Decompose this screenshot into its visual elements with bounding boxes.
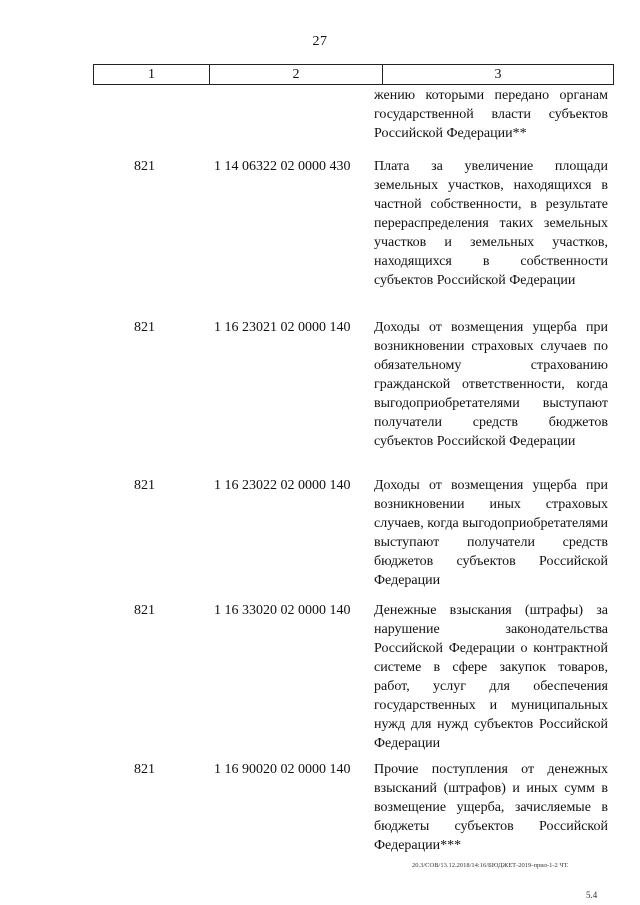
document-footer-meta: 20.3/СОВ/13.12.2018/14:16/БЮДЖЕТ-2019-прил-1-2 ЧТ. — [412, 862, 569, 869]
admin-code: 821 — [134, 159, 155, 174]
income-description: Доходы от возмещения ущерба при возникновении иных страховых случаев, когда выгодоприобретателями выступают получатели средств бюджетов субъектов Российской Федерации — [374, 478, 608, 588]
income-description: Плата за увеличение площади земельных участков, находящихся в частной собственности, в результате перераспределения таких земельных участков и земельных участков, находящихся в собственности субъектов Российской Федерации — [374, 159, 608, 288]
admin-code: 821 — [134, 603, 155, 618]
income-description: Денежные взыскания (штрафы) за нарушение законодательства Российской Федерации о контрактной системе в сфере закупок товаров, работ, услуг для обеспечения государственных и муниципальных нужд для нужд субъектов Российской Федерации — [374, 603, 608, 751]
kbk-code: 1 16 23021 02 0000 140 — [214, 320, 351, 335]
header-col-3: 3 — [494, 66, 502, 82]
kbk-code: 1 16 33020 02 0000 140 — [214, 603, 351, 618]
kbk-code: 1 16 90020 02 0000 140 — [214, 762, 351, 777]
header-col-1: 1 — [94, 65, 210, 84]
kbk-code: 1 16 23022 02 0000 140 — [214, 478, 351, 493]
continuation-text: жению которыми передано органам государственной власти субъектов Российской Федерации** — [374, 88, 608, 141]
table-header — [93, 64, 614, 85]
header-col-2: 2 — [210, 65, 383, 84]
income-description: Доходы от возмещения ущерба при возникновении страховых случаев по обязательному страхованию гражданской ответственности, когда выгодоприобретателями выступают получатели средств бюджетов субъектов Российской Федерации — [374, 320, 608, 449]
kbk-code: 1 14 06322 02 0000 430 — [214, 159, 351, 174]
income-description: Прочие поступления от денежных взысканий (штрафов) и иных сумм в возмещение ущерба, зачисляемые в бюджеты субъектов Российской Федерации*** — [374, 762, 608, 853]
admin-code: 821 — [134, 320, 155, 335]
corner-mark: 5.4 — [586, 890, 598, 900]
admin-code: 821 — [134, 762, 155, 777]
page-number: 27 — [312, 34, 328, 49]
admin-code: 821 — [134, 478, 155, 493]
